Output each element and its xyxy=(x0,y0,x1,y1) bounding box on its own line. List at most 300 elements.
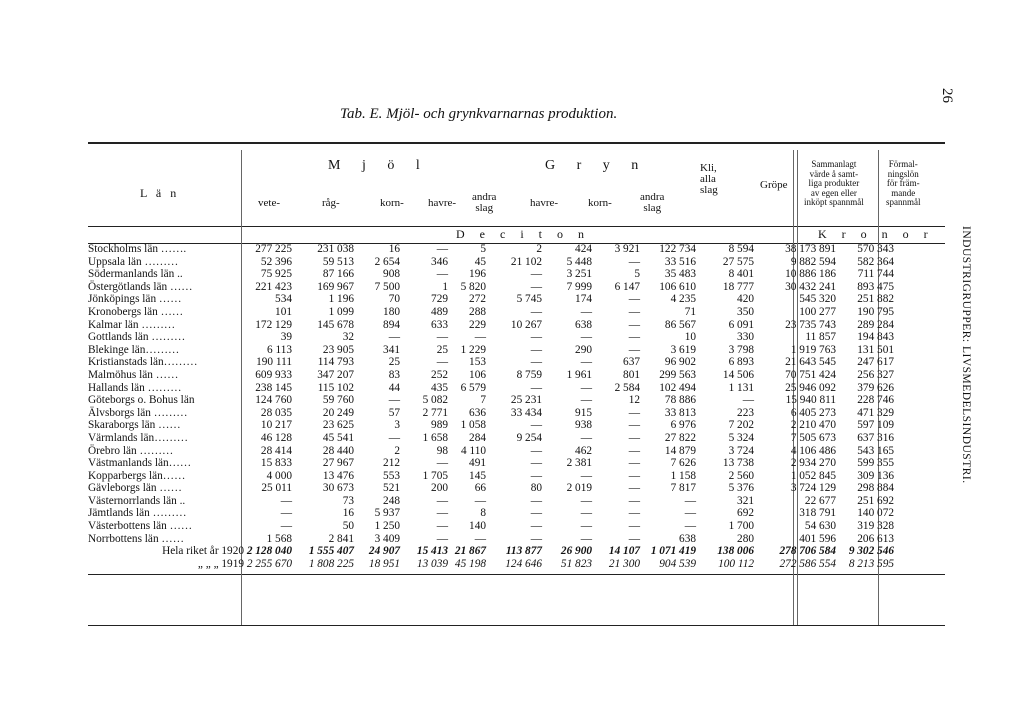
value-cell: 221 423 xyxy=(255,280,292,293)
value-cell: 3 409 xyxy=(374,532,400,545)
value-cell: 30 673 xyxy=(322,482,354,495)
value-cell: 122 734 xyxy=(659,243,696,255)
header-gryn: G r y n xyxy=(545,158,648,173)
value-cell: 24 907 xyxy=(368,545,400,558)
value-cell: 14 107 xyxy=(608,545,640,558)
value-cell: — xyxy=(530,419,542,432)
value-cell: 7 500 xyxy=(374,280,400,293)
value-cell: — xyxy=(280,507,292,520)
value-cell: 140 xyxy=(469,520,486,533)
table-row xyxy=(88,319,894,332)
value-cell: — xyxy=(580,356,592,369)
value-cell: 299 563 xyxy=(659,368,696,381)
value-cell: 2 381 xyxy=(566,457,592,470)
value-cell: 1 058 xyxy=(460,419,486,432)
value-cell: 45 198 xyxy=(454,557,486,570)
value-cell: 52 396 xyxy=(260,255,292,268)
lan-cell: Östergötlands län …… xyxy=(88,280,193,293)
value-cell: — xyxy=(530,343,542,356)
value-cell: 45 xyxy=(474,255,486,268)
value-cell: — xyxy=(530,268,542,281)
value-cell: 174 xyxy=(575,293,592,306)
lan-cell: Hallands län ……… xyxy=(88,381,182,394)
value-cell: 330 xyxy=(737,331,754,344)
lan-cell: Västernorrlands län .. xyxy=(88,494,186,507)
table-row xyxy=(88,445,894,458)
value-cell: 21 867 xyxy=(454,545,486,558)
value-cell: — xyxy=(628,255,640,268)
lan-cell: Skaraborgs län …… xyxy=(88,419,181,432)
value-cell: — xyxy=(580,532,592,545)
value-cell: — xyxy=(436,457,448,470)
value-cell: 637 xyxy=(623,356,640,369)
value-cell: 113 877 xyxy=(505,545,542,558)
unit-deciton: D e c i t o n xyxy=(456,227,590,241)
value-cell: 289 284 xyxy=(857,318,894,331)
value-cell: 87 166 xyxy=(322,268,354,281)
value-cell: 309 136 xyxy=(857,469,894,482)
total-row xyxy=(88,558,894,571)
value-cell: — xyxy=(628,494,640,507)
lan-cell: Värmlands län……… xyxy=(88,431,189,444)
value-cell: 553 xyxy=(383,469,400,482)
value-cell: 545 320 xyxy=(799,293,836,306)
value-cell: 711 744 xyxy=(857,268,894,281)
value-cell: 66 xyxy=(474,482,486,495)
value-cell: 35 483 xyxy=(664,268,696,281)
value-cell: 599 355 xyxy=(857,457,894,470)
header-kli: Kli, alla slag xyxy=(700,162,718,196)
value-cell: 1 229 xyxy=(460,343,486,356)
value-cell: — xyxy=(628,305,640,318)
value-cell: 15 833 xyxy=(260,457,292,470)
value-cell: — xyxy=(388,431,400,444)
value-cell: 2 xyxy=(536,243,542,255)
value-cell: — xyxy=(628,343,640,356)
value-cell: 10 886 186 xyxy=(785,268,836,281)
value-cell: — xyxy=(580,431,592,444)
production-table xyxy=(88,243,894,570)
header-andra-slag-mjol: andra slag xyxy=(472,191,497,214)
value-cell: 401 596 xyxy=(799,532,836,545)
value-cell: — xyxy=(580,469,592,482)
value-cell: 5 745 xyxy=(516,293,542,306)
value-cell: — xyxy=(436,494,448,507)
value-cell: 231 038 xyxy=(317,243,354,255)
value-cell: — xyxy=(628,532,640,545)
value-cell: 318 791 xyxy=(799,507,836,520)
value-cell: 38 173 891 xyxy=(785,243,836,255)
value-cell: 23 625 xyxy=(322,419,354,432)
header-sammanlagt: Sammanlagt värde å samt- liga produkter av egen eller inköpt spannmål xyxy=(804,159,864,207)
lan-cell: Kalmar län ……… xyxy=(88,318,176,331)
value-cell: — xyxy=(530,532,542,545)
value-cell: 2 210 470 xyxy=(790,419,836,432)
unit-kronor: K r o n o r xyxy=(818,227,934,241)
table-row xyxy=(88,533,894,546)
value-cell: — xyxy=(742,394,754,407)
lan-cell: Västmanlands län…… xyxy=(88,457,192,470)
table-row xyxy=(88,293,894,306)
value-cell: — xyxy=(436,356,448,369)
value-cell: 71 xyxy=(684,305,696,318)
value-cell: 609 933 xyxy=(255,368,292,381)
value-cell: — xyxy=(436,507,448,520)
value-cell: 15 413 xyxy=(416,545,448,558)
value-cell: 169 967 xyxy=(317,280,354,293)
value-cell: — xyxy=(628,482,640,495)
value-cell: — xyxy=(436,520,448,533)
value-cell: 50 xyxy=(342,520,354,533)
value-cell: 206 613 xyxy=(857,532,894,545)
value-cell: 2 841 xyxy=(328,532,354,545)
value-cell: 1 961 xyxy=(566,368,592,381)
value-cell: 7 626 xyxy=(670,457,696,470)
value-cell: 20 249 xyxy=(322,406,354,419)
value-cell: 180 xyxy=(383,305,400,318)
value-cell: 59 513 xyxy=(322,255,354,268)
value-cell: 462 xyxy=(575,444,592,457)
value-cell: — xyxy=(628,457,640,470)
value-cell: 277 225 xyxy=(255,243,292,255)
value-cell: 13 738 xyxy=(722,457,754,470)
value-cell: 2 255 670 xyxy=(246,557,292,570)
value-cell: 223 xyxy=(737,406,754,419)
page-number: 26 xyxy=(939,88,955,103)
header-andra-slag-gryn: andra slag xyxy=(640,191,665,214)
value-cell: — xyxy=(580,381,592,394)
header-havre-mjol: havre- xyxy=(428,197,457,209)
table-row xyxy=(88,419,894,432)
value-cell: 11 857 xyxy=(805,331,836,344)
header-lan: L ä n xyxy=(140,186,180,200)
value-cell: 938 xyxy=(575,419,592,432)
value-cell: — xyxy=(580,394,592,407)
value-cell: — xyxy=(530,444,542,457)
value-cell: 1 555 407 xyxy=(308,545,354,558)
value-cell: 321 xyxy=(737,494,754,507)
value-cell: 582 364 xyxy=(857,255,894,268)
value-cell: — xyxy=(580,507,592,520)
table-row xyxy=(88,432,894,445)
value-cell: 1 568 xyxy=(266,532,292,545)
lan-cell: Stockholms län ……. xyxy=(88,243,187,255)
value-cell: 489 xyxy=(431,305,448,318)
value-cell: 420 xyxy=(737,293,754,306)
value-cell: 28 440 xyxy=(322,444,354,457)
bottom-rule xyxy=(88,625,945,626)
table-row xyxy=(88,520,894,533)
value-cell: 86 567 xyxy=(664,318,696,331)
value-cell: 2 654 xyxy=(374,255,400,268)
value-cell: — xyxy=(474,331,486,344)
value-cell: 298 884 xyxy=(857,482,894,495)
value-cell: 251 882 xyxy=(857,293,894,306)
value-cell: — xyxy=(474,532,486,545)
value-cell: 30 432 241 xyxy=(785,280,836,293)
value-cell: 280 xyxy=(737,532,754,545)
lan-cell: Västerbottens län …… xyxy=(88,520,193,533)
value-cell: 106 610 xyxy=(659,280,696,293)
value-cell: 59 760 xyxy=(322,394,354,407)
lan-cell: Uppsala län ……… xyxy=(88,255,179,268)
lan-cell: Göteborgs o. Bohus län xyxy=(88,394,195,407)
value-cell: 228 746 xyxy=(857,394,894,407)
table-row xyxy=(88,356,894,369)
lan-cell: Malmöhus län …… xyxy=(88,368,179,381)
value-cell: 4 110 xyxy=(461,444,486,457)
value-cell: 256 327 xyxy=(857,368,894,381)
value-cell: 212 xyxy=(383,457,400,470)
value-cell: 6 091 xyxy=(728,318,754,331)
total-row xyxy=(88,545,894,558)
header-grope: Gröpe xyxy=(760,179,788,191)
value-cell: 424 xyxy=(575,243,592,255)
value-cell: 70 751 424 xyxy=(785,368,836,381)
value-cell: — xyxy=(436,532,448,545)
value-cell: 6 976 xyxy=(670,419,696,432)
value-cell: — xyxy=(530,469,542,482)
value-cell: 25 xyxy=(436,343,448,356)
value-cell: 8 213 595 xyxy=(848,557,894,570)
value-cell: 23 735 743 xyxy=(785,318,836,331)
value-cell: 26 900 xyxy=(560,545,592,558)
side-title: INDUSTRIGRUPPER: LIVSMEDELSINDUSTRI. xyxy=(960,226,972,484)
value-cell: 1 158 xyxy=(670,469,696,482)
value-cell: — xyxy=(628,444,640,457)
value-cell: 4 106 486 xyxy=(790,444,836,457)
value-cell: 15 940 811 xyxy=(785,394,836,407)
value-cell: 3 724 129 xyxy=(790,482,836,495)
value-cell: 272 586 554 xyxy=(779,557,836,570)
value-cell: 2 xyxy=(394,444,400,457)
value-cell: 106 xyxy=(469,368,486,381)
value-cell: 6 147 xyxy=(614,280,640,293)
value-cell: 80 xyxy=(530,482,542,495)
value-cell: 1 052 845 xyxy=(790,469,836,482)
value-cell: 83 xyxy=(388,368,400,381)
value-cell: — xyxy=(628,520,640,533)
value-cell: 33 813 xyxy=(664,406,696,419)
value-cell: 636 xyxy=(469,406,486,419)
table-row xyxy=(88,470,894,483)
value-cell: — xyxy=(280,494,292,507)
value-cell: — xyxy=(530,457,542,470)
totals-rule xyxy=(88,574,945,575)
table-row xyxy=(88,407,894,420)
lan-cell: Norrbottens län …… xyxy=(88,532,185,545)
value-cell: 100 112 xyxy=(718,557,754,570)
value-cell: 570 343 xyxy=(857,243,894,255)
value-cell: 2 019 xyxy=(566,482,592,495)
value-cell: — xyxy=(684,520,696,533)
value-cell: — xyxy=(436,331,448,344)
value-cell: 196 xyxy=(469,268,486,281)
table-row xyxy=(88,394,894,407)
value-cell: 115 102 xyxy=(317,381,354,394)
table-row xyxy=(88,495,894,508)
value-cell: 200 xyxy=(431,482,448,495)
header-formalningslon: Förmal- ningslön för främ- mande spannmål xyxy=(886,159,921,207)
value-cell: 894 xyxy=(383,318,400,331)
value-cell: 3 251 xyxy=(566,268,592,281)
value-cell: 10 267 xyxy=(510,318,542,331)
value-cell: 989 xyxy=(431,419,448,432)
value-cell: — xyxy=(530,280,542,293)
value-cell: 96 902 xyxy=(664,356,696,369)
value-cell: 1 071 419 xyxy=(650,545,696,558)
header-rag: råg- xyxy=(322,197,340,209)
value-cell: 319 328 xyxy=(857,520,894,533)
value-cell: 893 475 xyxy=(857,280,894,293)
value-cell: 3 798 xyxy=(728,343,754,356)
value-cell: 8 759 xyxy=(516,368,542,381)
value-cell: — xyxy=(474,494,486,507)
value-cell: 229 xyxy=(469,318,486,331)
value-cell: 3 xyxy=(394,419,400,432)
value-cell: 70 xyxy=(388,293,400,306)
value-cell: — xyxy=(530,331,542,344)
value-cell: 9 882 594 xyxy=(790,255,836,268)
value-cell: 1 919 763 xyxy=(790,343,836,356)
value-cell: 5 082 xyxy=(422,394,448,407)
value-cell: 75 925 xyxy=(260,268,292,281)
lan-cell: Gävleborgs län …… xyxy=(88,482,182,495)
value-cell: 8 401 xyxy=(728,268,754,281)
value-cell: 78 886 xyxy=(664,394,696,407)
value-cell: 101 xyxy=(275,305,292,318)
value-cell: 7 999 xyxy=(566,280,592,293)
value-cell: 435 xyxy=(431,381,448,394)
lan-cell: Blekinge län……… xyxy=(88,343,180,356)
value-cell: — xyxy=(530,507,542,520)
value-cell: — xyxy=(628,406,640,419)
value-cell: 145 xyxy=(469,469,486,482)
value-cell: 27 967 xyxy=(322,457,354,470)
table-row xyxy=(88,256,894,269)
value-cell: — xyxy=(530,356,542,369)
table-row xyxy=(88,281,894,294)
table-title: Tab. E. Mjöl- och grynkvarnarnas produktion. xyxy=(340,106,618,122)
lan-cell: Hela riket år 1920 xyxy=(162,545,244,558)
value-cell: 21 300 xyxy=(608,557,640,570)
table-row xyxy=(88,331,894,344)
lan-cell: Jönköpings län …… xyxy=(88,293,182,306)
value-cell: 153 xyxy=(469,356,486,369)
value-cell: 32 xyxy=(342,331,354,344)
value-cell: 14 506 xyxy=(722,368,754,381)
value-cell: 23 905 xyxy=(322,343,354,356)
value-cell: 5 820 xyxy=(460,280,486,293)
table-row xyxy=(88,369,894,382)
table-row xyxy=(88,482,894,495)
value-cell: — xyxy=(530,381,542,394)
lan-cell: Kristianstads län……… xyxy=(88,356,198,369)
value-cell: 145 678 xyxy=(317,318,354,331)
value-cell: 915 xyxy=(575,406,592,419)
value-cell: 521 xyxy=(383,482,400,495)
value-cell: 25 231 xyxy=(510,394,542,407)
value-cell: 25 011 xyxy=(261,482,292,495)
value-cell: 908 xyxy=(383,268,400,281)
value-cell: 7 202 xyxy=(728,419,754,432)
value-cell: — xyxy=(628,431,640,444)
value-cell: — xyxy=(530,520,542,533)
value-cell: 2 771 xyxy=(422,406,448,419)
value-cell: 10 xyxy=(684,331,696,344)
value-cell: — xyxy=(530,305,542,318)
value-cell: 124 646 xyxy=(505,557,542,570)
table-row xyxy=(88,507,894,520)
table-row xyxy=(88,382,894,395)
value-cell: 13 476 xyxy=(322,469,354,482)
header-havre-gryn: havre- xyxy=(530,197,559,209)
header-korn-mjol: korn- xyxy=(380,197,404,209)
value-cell: 18 777 xyxy=(722,280,754,293)
lan-cell: Södermanlands län .. xyxy=(88,268,183,281)
value-cell: 18 951 xyxy=(368,557,400,570)
table-row xyxy=(88,268,894,281)
value-cell: 5 448 xyxy=(566,255,592,268)
header-vete: vete- xyxy=(258,197,280,209)
value-cell: 6 405 273 xyxy=(790,406,836,419)
value-cell: 346 xyxy=(431,255,448,268)
value-cell: 190 795 xyxy=(857,305,894,318)
value-cell: 131 501 xyxy=(857,343,894,356)
value-cell: 5 937 xyxy=(374,507,400,520)
top-rule xyxy=(88,142,945,144)
value-cell: — xyxy=(530,494,542,507)
value-cell: 379 626 xyxy=(857,381,894,394)
value-cell: — xyxy=(628,331,640,344)
lan-cell: Örebro län ……… xyxy=(88,444,174,457)
value-cell: 100 277 xyxy=(799,305,836,318)
value-cell: 98 xyxy=(436,444,448,457)
lan-cell: „ „ „ 1919 xyxy=(197,557,244,570)
value-cell: 33 434 xyxy=(510,406,542,419)
value-cell: — xyxy=(628,318,640,331)
value-cell: — xyxy=(388,394,400,407)
value-cell: 5 xyxy=(480,243,486,255)
value-cell: 27 822 xyxy=(664,431,696,444)
value-cell: 27 575 xyxy=(722,255,754,268)
value-cell: 16 xyxy=(342,507,354,520)
value-cell: 73 xyxy=(342,494,354,507)
value-cell: 597 109 xyxy=(857,419,894,432)
value-cell: 22 677 xyxy=(804,494,836,507)
value-cell: 290 xyxy=(575,343,592,356)
value-cell: 534 xyxy=(275,293,292,306)
value-cell: — xyxy=(580,494,592,507)
value-cell: 9 302 546 xyxy=(848,545,894,558)
value-cell: 3 724 xyxy=(728,444,754,457)
value-cell: 33 516 xyxy=(664,255,696,268)
value-cell: 25 xyxy=(388,356,400,369)
value-cell: 8 xyxy=(480,507,486,520)
value-cell: 45 541 xyxy=(322,431,354,444)
value-cell: 114 793 xyxy=(317,356,354,369)
value-cell: 801 xyxy=(623,368,640,381)
value-cell: 5 324 xyxy=(728,431,754,444)
value-cell: — xyxy=(580,520,592,533)
value-cell: — xyxy=(388,331,400,344)
value-cell: 347 207 xyxy=(317,368,354,381)
value-cell: 637 316 xyxy=(857,431,894,444)
value-cell: — xyxy=(684,507,696,520)
value-cell: 10 217 xyxy=(260,419,292,432)
value-cell: 1 099 xyxy=(328,305,354,318)
value-cell: 4 235 xyxy=(670,293,696,306)
